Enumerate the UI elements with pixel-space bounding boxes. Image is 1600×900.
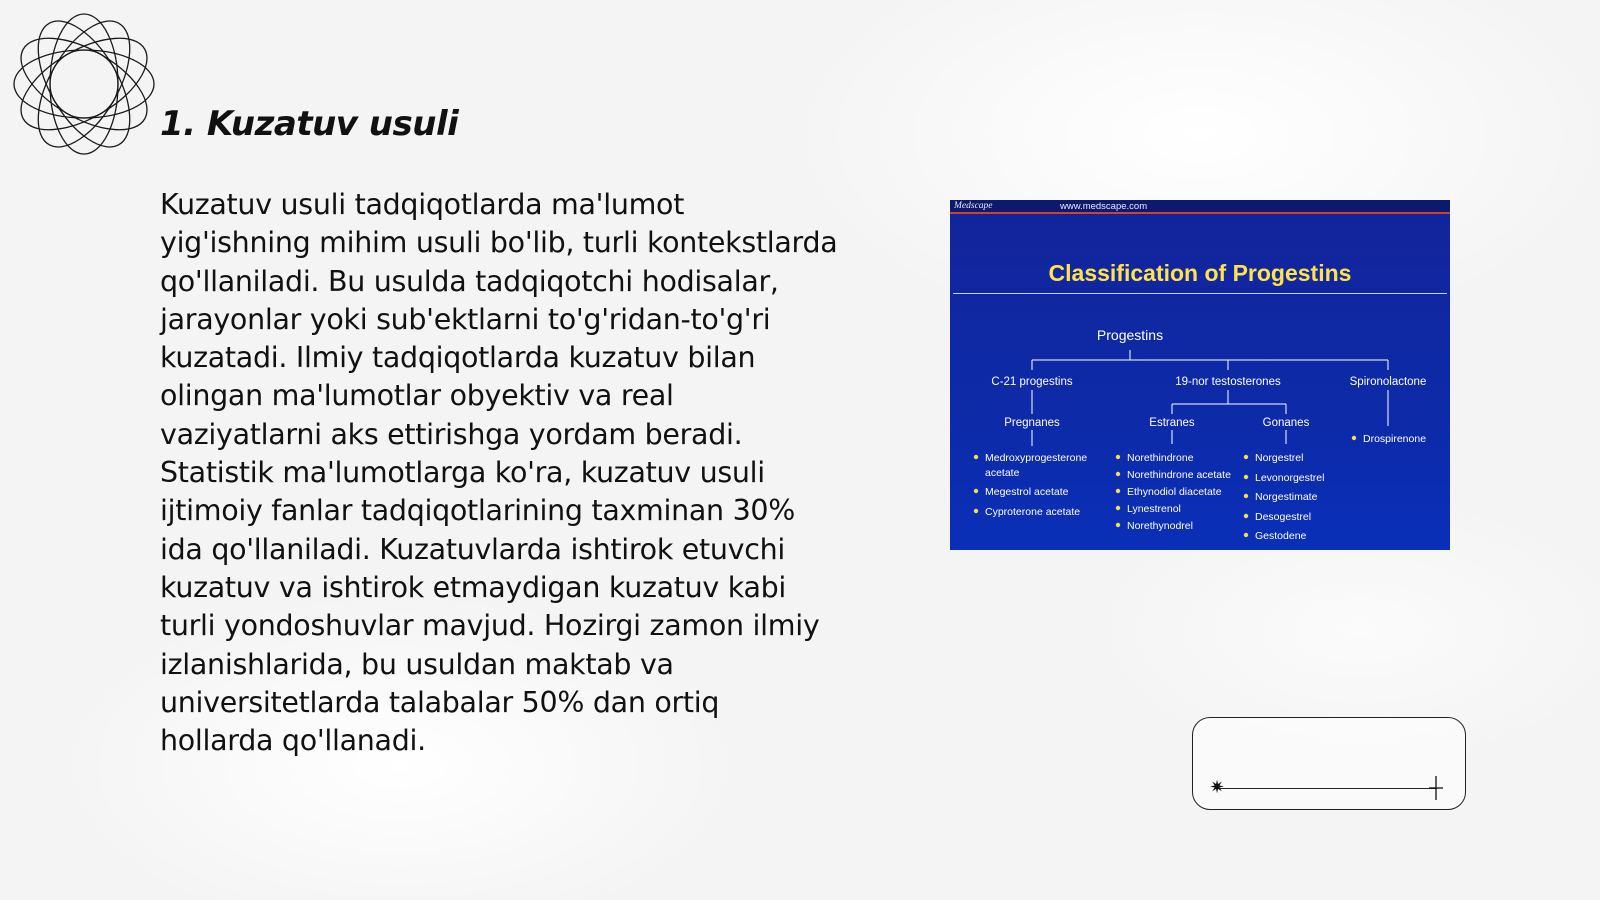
tree-root: Progestins — [1096, 327, 1164, 343]
gonanes-item: Levonorgestrel — [1255, 472, 1325, 484]
tree-node-gonanes: Gonanes — [1262, 417, 1310, 429]
tree-node-estranes: Estranes — [1149, 417, 1195, 429]
pregnanes-item: acetate — [985, 467, 1020, 479]
classification-tree — [950, 200, 1450, 550]
slide-body-text: Kuzatuv usuli tadqiqotlarda ma'lumot yig'ishning mihim usuli bo'lib, turli kontekstlarda qo'llaniladi. Bu usulda tadqiqotchi hodisalar, jarayonlar yoki sub'ektlarni to'g'ridan-to'g'ri kuzatadi. Ilmiy tadqiqotlarda kuzatuv bilan olingan ma'lumotlar obyektiv va real vaziyatlarni aks ettirishga yordam beradi. Statistik ma'lumotlarga ko'ra, kuzatuv usuli ijtimoiy fanlar tadqiqotlarining taxminan 30% ida qo'llaniladi. Kuzatuvlarda ishtirok etuvchi kuzatuv va ishtirok etmaydigan kuzatuv kabi turli yondoshuvlar mavjud. Hozirgi zamon ilmiy izlanishlarida, bu usuldan maktab va universitetlarda talabalar 50% dan ortiq hollarda qo'llanadi. — [160, 188, 838, 758]
spironolactone-item: Drospirenone — [1363, 433, 1427, 445]
tree-node-pregnanes: Pregnanes — [1004, 417, 1060, 429]
bullet-icon — [1116, 523, 1120, 527]
bullet-icon — [974, 509, 978, 513]
bullet-icon — [1244, 475, 1248, 479]
slider-track — [1217, 788, 1437, 789]
tree-node-spironolactone: Spironolactone — [1349, 376, 1427, 388]
bullet-icon — [1244, 494, 1248, 498]
estranes-item: Lynestrenol — [1127, 503, 1181, 515]
tree-node-c21: C-21 progestins — [991, 376, 1073, 388]
spirograph-ornament-icon — [10, 10, 158, 158]
tree-node-19nor: 19-nor testosterones — [1175, 376, 1281, 388]
bullet-icon — [974, 455, 978, 459]
sparkle-icon: ✷ — [1209, 777, 1225, 798]
gonanes-item: Norgestimate — [1255, 491, 1318, 503]
gonanes-item: Desogestrel — [1255, 511, 1312, 523]
gonanes-item: Gestodene — [1255, 530, 1307, 542]
bullet-icon — [1116, 455, 1120, 459]
bullet-icon — [1244, 455, 1248, 459]
bullet-icon — [974, 489, 978, 493]
bullet-icon — [1116, 489, 1120, 493]
pregnanes-item: Cyproterone acetate — [985, 506, 1081, 518]
estranes-item: Norethindrone acetate — [1127, 469, 1231, 481]
image-brand: Medscape — [954, 201, 993, 211]
image-url: www.medscape.com — [1060, 201, 1148, 212]
decorative-slider-panel — [1192, 717, 1466, 810]
pregnanes-item: Megestrol acetate — [985, 486, 1069, 498]
gonanes-item: Norgestrel — [1255, 452, 1304, 464]
estranes-item: Norethynodrel — [1127, 520, 1193, 532]
estranes-item: Norethindrone — [1127, 452, 1194, 464]
bullet-icon — [1244, 533, 1248, 537]
bullet-icon — [1116, 506, 1120, 510]
image-title: Classification of Progestins — [1048, 260, 1352, 286]
estranes-item: Ethynodiol diacetate — [1127, 486, 1222, 498]
pregnanes-item: Medroxyprogesterone — [985, 452, 1088, 464]
bullet-icon — [1116, 472, 1120, 476]
bullet-icon — [1352, 436, 1356, 440]
progestins-classification-image — [950, 200, 1450, 550]
crosshair-icon — [1429, 776, 1443, 800]
bullet-icon — [1244, 514, 1248, 518]
slide-title: 1. Kuzatuv usuli — [160, 104, 459, 144]
